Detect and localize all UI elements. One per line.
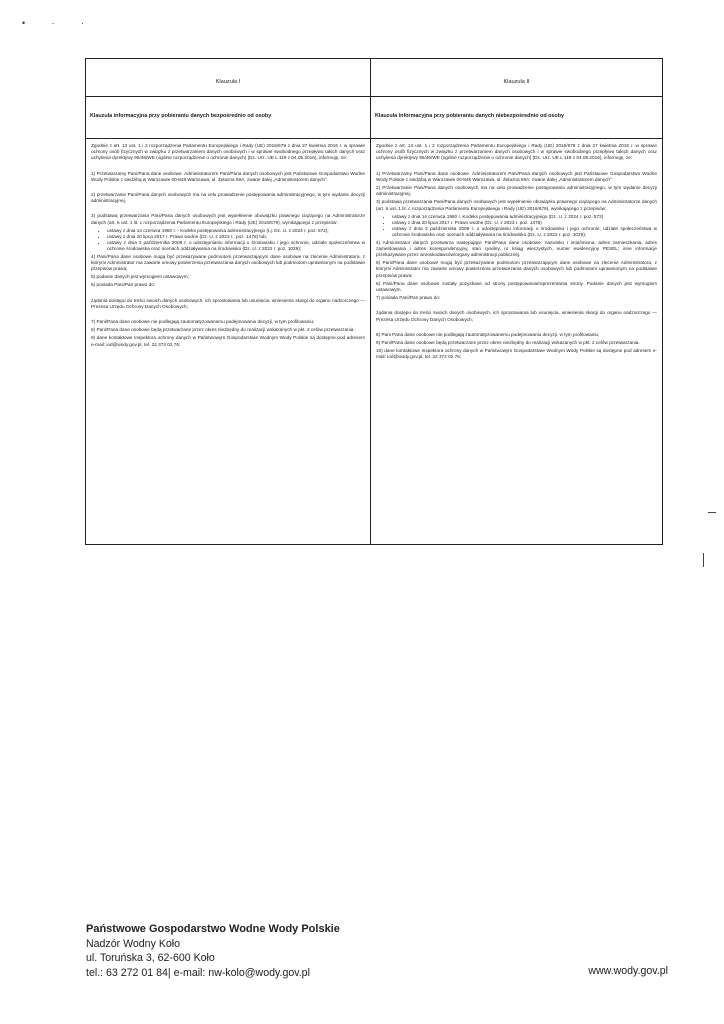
left-column-subheader: Klauzula informacyjna przy pobieraniu danych bezpośrednio od osoby (90, 113, 272, 119)
list-item: • ustawy z dnia 3 października 2008 r. o udostępnianiu informacji o środowisku i jego ochronie, udziale społeczeństwa w ochronie środowiska oraz ocenach oddziaływania na środowisko (Dz. U. z 2022 r. poz. 1029); (392, 226, 657, 238)
left-legal-bases-list (91, 228, 365, 253)
left-point-9: 9) dane kontaktowe Inspektora ochrony danych w Państwowym Gospodarstwie Wodnym Wody Polskie są dostępne pod adresem e-mail: iod@wody.gov.pl, tel. 22 372 02 76; (91, 335, 365, 347)
right-point-5: 5) Pani/Pana dane osobowe mogą być przekazywane podmiotom przetwarzającym dane osobowe na zlecenie Administratora, z którymi Administrator ma zawarte umowy powierzenia przetwarzania danych osobowych lub podmiotom uprawnionym na podstawie przepisów prawa; (376, 260, 657, 278)
list-item: • ustawy z dnia 14 czerwca 1960 r. Kodeks postępowania administracyjnego (Dz. U. z 2024 r. poz. 572) (392, 214, 657, 220)
right-column-header: Klauzula II (503, 78, 530, 85)
left-point-6-rights: żądania dostępu do treści swoich danych osobowych, ich sprostowania lub usunięcia, wniesienia skargi do organu nadzorczego — Prezesa Urzędu Ochrony Danych Osobowych; (91, 297, 365, 309)
right-point-7-rights: żądania dostępu do treści swoich danych osobowych, ich sprostowania lub usunięcia, wniesienia skargi do organu nadzorczego — Prezesa Urzędu Ochrony Danych Osobowych; (376, 310, 657, 322)
letterhead-footer (86, 922, 340, 980)
left-point-7: 7) Pani/Pana dane osobowe nie podlegają zautomatyzowanemu podejmowaniu decyzji, w tym profilowaniu; (91, 319, 315, 325)
right-point-1: 1) Przetwarzamy Pani/Pana dane osobowe. Administratorem Pani/Pana danych osobowych jest Państwowe Gospodarstwo Wodne Wody Polskie z siedzibą w Warszawie 00-848 Warszawa, ul. Żelazna 59A; zwane dalej „Administratorem danych" (376, 170, 657, 182)
unit-name: Nadzór Wodny Koło (86, 937, 181, 950)
table-header-row (86, 59, 662, 97)
right-legal-bases-list (376, 214, 657, 239)
right-clause-text (371, 139, 662, 544)
left-point-6: 6) posiada Pani/Pan prawo do: (91, 282, 156, 288)
list-item: • ustawy z dnia 20 lipca 2017 r. Prawo wodne (Dz. U. z 2023 r., poz. 1478) lub, (107, 234, 365, 240)
right-point-3: 3) podstawą przetwarzania Pani/Pana danych osobowych jest wypełnienie obowiązku prawnego ciążącego na Administratorze danych (art. 6 ust. 1 lit. c rozporządzenia Parlamentu Europejskiego i Rady (UE) 2016/679), wynikającego z przepisów: (376, 199, 657, 211)
left-point-8: 8) Pani/Pana dane osobowe będą przetwarzane przez okres niezbędny do realizacji wskazanych w pkt. 2 celów przetwarzania. (91, 327, 355, 333)
right-point-4: 4) Administrator danych przetwarza następujące Pani/Pana dane osobowe: nazwisko i imię/imiona, adres zamieszkania, adres zameldowania i adres korespondencyjny, stan cywilny, nr ksiąg wieczystych, numer ewidencyjny PESEL; inne informacje przekazywane przez wnioskodawców/organy administracji publicznej. (376, 239, 657, 258)
list-item: • ustawy z dnia 14 czerwca 1960 r. - Kodeks postępowania administracyjnego (t.j. Dz. U. z 2024 r. poz. 572); (107, 228, 365, 234)
contact-line: tel.: 63 272 01 84| e-mail: nw-kolo@wody.gov.pl (86, 966, 310, 979)
table-subheader-row (86, 97, 662, 139)
left-clause-text (86, 139, 370, 544)
clauses-table (85, 58, 663, 545)
scan-margin-mark (708, 512, 716, 513)
left-point-4: 4) Pani/Pana dane osobowe mogą być przekazywane podmiotom przetwarzającym dane osobowe na zlecenie Administratora, z którymi Administrator ma zawarte umowy powierzenia przetwarzania danych osobowych lub podmiotom uprawnionym na podstawie przepisów prawa; (91, 253, 365, 272)
website-link[interactable]: www.wody.gov.pl (588, 965, 668, 977)
left-point-3: 3) podstawą przetwarzania Pani/Pana danych osobowych jest wypełnienie obowiązku prawnego ciążącego na Administratorze danych (art. 6 ust. 1 lit. c rozporządzenia Parlamentu Europejskiego i Rady (UE) 2016/679), wynikającego z przepisów: (91, 213, 365, 225)
right-point-7: 7) posiada Pani/Pan prawo do: (376, 295, 441, 301)
scan-margin-mark (703, 553, 704, 567)
list-item: • ustawy z dnia 3 października 2008 r. o udostępnianiu informacji o środowisku i jego ochronie, udziale społeczeństwa w ochronie środowiska oraz ocenach oddziaływania na środowisko (Dz. U. z 2022 r. poz. 1029); (107, 240, 365, 252)
left-point-1: 1) Przetwarzamy Pani/Pana dane osobowe. Administratorem Pani/Pana danych osobowych jest Państwowe Gospodarstwo Wodne Wody Polskie z siedzibą w Warszawie 00-848 Warszawa, ul. Żelazna 59A; zwane dalej „Administratorem danych". (91, 170, 365, 182)
right-point-6: 6) Pani/Pana dane osobowe zostały pozyskane od strony postępowania/reprezentanta strony. Podanie danych jest wymogiem ustawowym. (376, 280, 657, 293)
right-intro: Zgodnie z art. 14 ust. 1 i 2 rozporządzenia Parlamentu Europejskiego i Rady (UE) 2016/679 z dnia 27 kwietnia 2016 r. w sprawie ochrony osób fizycznych w związku z przetwarzaniem danych osobowych i w sprawie swobodnego przepływu takich danych oraz uchylenia dyrektywy 95/46/WE (ogólne rozporządzenie o ochronie danych) (Dz. Urz. UE L 119 z 04.05.2016), informuję, że: (376, 143, 657, 161)
right-point-2: 2) Przetwarzanie Pani/Pana danych osobowych ma na celu prowadzenie postępowania administracyjnego, w tym wydanie decyzji administracyjnej, (376, 185, 657, 197)
organization-name: Państwowe Gospodarstwo Wodne Wody Polskie (86, 923, 340, 935)
right-point-10: 10) dane kontaktowe Inspektora ochrony danych w Państwowym Gospodarstwie Wodnym Wody Polskie są dostępne pod adresem e-mail: iod@wody.gov.pl, tel. 22 372 02 76; (376, 348, 657, 360)
list-item: • ustawy z dnia 20 lipca 2017 r. Prawo wodne (Dz. U. z 2023 r. poz. 1478) (392, 220, 657, 226)
left-point-5: 5) podanie danych jest wymogiem ustawowym; (91, 274, 189, 280)
left-column-header: Klauzula I (215, 78, 241, 85)
table-body-row (86, 139, 662, 544)
left-intro: Zgodnie z art. 13 ust. 1 i 2 rozporządzenia Parlamentu Europejskiego i Rady (UE) 2016/679 z dnia 27 kwietnia 2016 r. w sprawie ochrony osób fizycznych w związku z przetwarzaniem danych osobowych i w sprawie swobodnego przepływu takich danych oraz uchylenia dyrektywy 95/46/WE (ogólne rozporządzenie o ochronie danych) (Dz. Urz. UE L 119 z 04.05.2016), informuję, że: (91, 143, 365, 161)
right-point-8: 8) Pani Pana dane osobowe nie podlegają zautomatyzowanemu podejmowaniu decyzji, w tym profilowaniu; (376, 331, 600, 337)
right-point-9: 9) Pani/Pana dane osobowe będą przetwarzane przez okres niezbędny do realizacji wskazanych w pkt. 2 celów przetwarzania. (376, 340, 640, 346)
left-point-2: 2) przetwarzanie Pani/Pana danych osobowych ma na celu prowadzenie postępowania administracyjnego, w tym wydanie decyzji administracyjnej, (91, 192, 365, 204)
right-column-subheader: Klauzula informacyjna przy pobieraniu danych niebezpośrednio od osoby (375, 113, 565, 119)
scan-marks: • · · (22, 18, 97, 28)
address: ul. Toruńska 3, 62-600 Koło (86, 952, 215, 964)
